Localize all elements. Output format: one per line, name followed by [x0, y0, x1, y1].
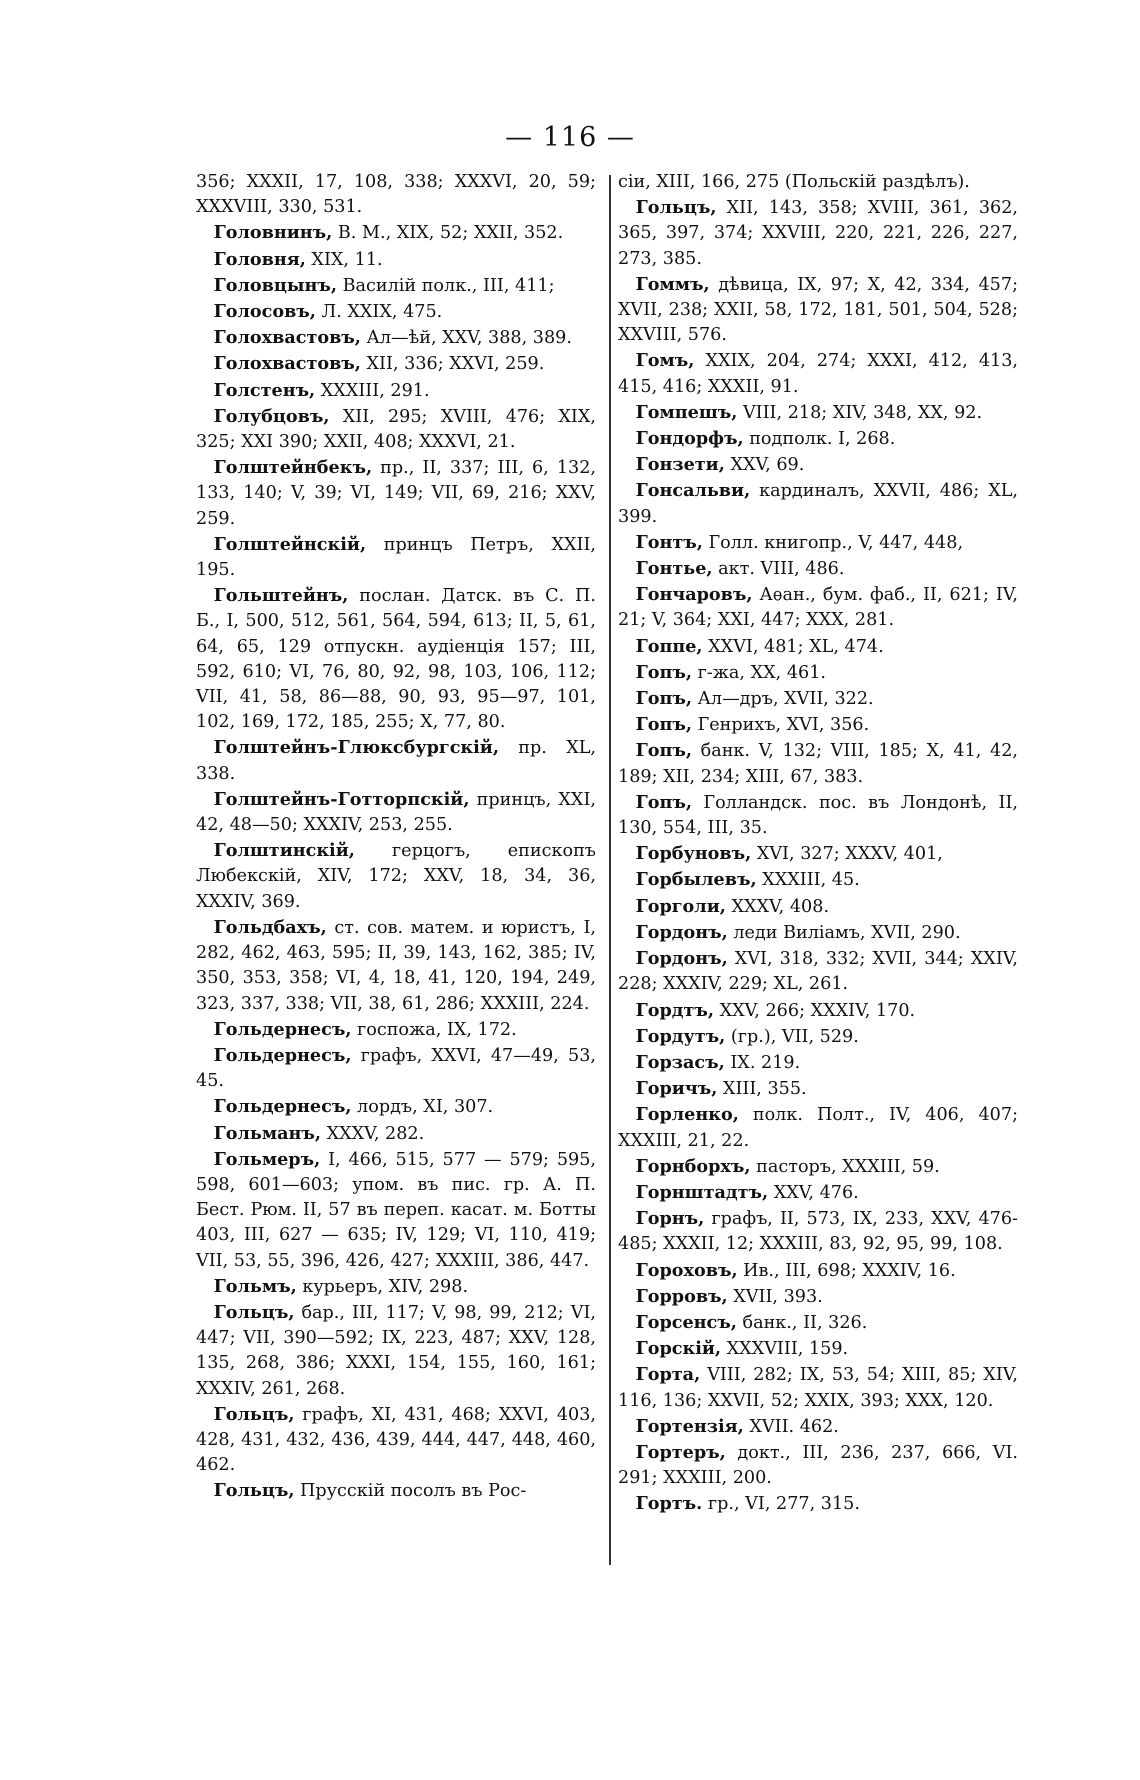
entry-heading: Гопъ, — [635, 714, 692, 736]
entry-references: бар., III, 117; V, 98, 99, 212; VI, 447; VII, 390—592; IX, 223, 487; XXV, 128, 135, 268, 386; XXXI, 154, 155, 160, 161; XXXIV, 261, 268. — [196, 1302, 596, 1399]
entry-references: XIX, 11. — [305, 249, 383, 270]
entry-heading: Гордутъ, — [635, 1025, 726, 1047]
entry-references: I, 466, 515, 577 — 579; 595, 598, 601—603; упом. въ пис. гр. А. П. Бест. Рюм. II, 57 въ переп. касат. м. Ботты 403, III, 627 — 635; IV, 129; VI, 110, 419; VII, 53, 55, 396, 426, 427; XXXIII, 386, 447. — [196, 1149, 596, 1271]
entry-references: Генрихъ, XVI, 356. — [691, 715, 870, 736]
entry-heading: Головня, — [213, 248, 306, 270]
entry-heading: Гольштейнъ, — [213, 585, 349, 607]
index-entry — [618, 920, 1018, 946]
entry-heading: Горголи, — [635, 895, 726, 917]
entry-heading: Гопъ, — [635, 688, 692, 710]
index-entry — [618, 1336, 1018, 1362]
entry-references: XXXVIII, 159. — [721, 1339, 849, 1360]
index-entry — [618, 1050, 1018, 1076]
entry-references: XVII. 462. — [743, 1416, 839, 1437]
entry-references: XXV, 266; XXXIV, 170. — [714, 1000, 916, 1021]
entry-heading: Гольцъ, — [213, 1480, 295, 1502]
index-entry — [618, 582, 1018, 633]
index-entry — [196, 351, 596, 377]
index-entry — [618, 1491, 1018, 1517]
index-entry — [618, 1440, 1018, 1491]
index-entry — [618, 1362, 1018, 1413]
entry-references: принцъ Петръ, XXII, 195. — [196, 534, 596, 581]
entry-heading: Гордонъ, — [635, 921, 728, 943]
index-entry — [196, 1147, 596, 1274]
index-entry — [196, 583, 596, 735]
index-entry — [618, 660, 1018, 686]
entry-references: XII, 295; XVIII, 476; XIX, 325; XXI 390; XXII, 408; XXXVI, 21. — [196, 406, 596, 453]
index-entry — [618, 1024, 1018, 1050]
index-entry — [618, 867, 1018, 893]
index-entry — [618, 1076, 1018, 1102]
entry-heading: Гороховъ, — [635, 1259, 738, 1281]
index-entry — [618, 530, 1018, 556]
index-entry — [618, 998, 1018, 1024]
index-entry — [196, 1094, 596, 1120]
index-entry — [196, 273, 596, 299]
index-entry — [196, 1043, 596, 1094]
index-column-right — [618, 170, 1018, 1518]
entry-references: банк. V, 132; VIII, 185; X, 41, 42, 189; XII, 234; XIII, 67, 383. — [618, 741, 1018, 787]
index-entry — [196, 787, 596, 838]
entry-heading: Гомъ, — [635, 350, 695, 372]
entry-heading: Гомпешъ, — [635, 401, 738, 423]
entry-heading: Голохвастовъ, — [213, 353, 361, 375]
entry-heading: Гонтъ, — [635, 531, 703, 553]
entry-heading: Горленко, — [635, 1104, 739, 1126]
entry-references: госпожа, IX, 172. — [351, 1019, 517, 1040]
index-entry — [196, 299, 596, 325]
entry-references: принцъ, XXI, 42, 48—50; XXXIV, 253, 255. — [196, 789, 596, 836]
index-entry — [618, 1180, 1018, 1206]
entry-heading: Гольцъ, — [635, 197, 717, 219]
index-entry — [618, 478, 1018, 529]
entry-heading: Горнъ, — [635, 1208, 705, 1230]
entry-references: XXXV, 282. — [321, 1123, 425, 1144]
index-entry — [196, 1121, 596, 1147]
index-entry — [618, 272, 1018, 349]
index-entry — [196, 455, 596, 532]
entry-heading: Голштейнскій, — [213, 533, 367, 555]
entry-heading: Гортъ. — [635, 1493, 703, 1515]
index-entry — [196, 404, 596, 455]
index-entry — [618, 452, 1018, 478]
index-entry — [618, 1102, 1018, 1153]
entry-references: XIII, 355. — [717, 1079, 807, 1100]
entry-heading: Горсенсъ, — [635, 1311, 737, 1333]
entry-references: Прусскій посолъ въ Рос- — [294, 1481, 527, 1502]
entry-heading: Гончаровъ, — [635, 584, 753, 606]
index-entry — [618, 634, 1018, 660]
entry-heading: Гольдернесъ, — [213, 1044, 352, 1066]
entry-heading: Гордтъ, — [635, 999, 715, 1021]
entry-references: XVI, 318, 332; XVII, 344; XXIV, 228; XXXIV, 229; XL, 261. — [618, 949, 1018, 995]
entry-references: лордъ, XI, 307. — [351, 1097, 494, 1118]
entry-heading: Горнштадтъ, — [635, 1181, 769, 1203]
entry-references: IX. 219. — [724, 1052, 801, 1073]
index-entry — [196, 1402, 596, 1479]
entry-references: акт. VIII, 486. — [712, 559, 845, 580]
entry-references: XII, 336; XXVI, 259. — [360, 354, 545, 375]
entry-references: графъ, XI, 431, 468; XXVI, 403, 428, 431, 432, 436, 439, 444, 447, 448, 460, 462. — [196, 1404, 596, 1476]
entry-references: (гр.), VII, 529. — [725, 1026, 859, 1047]
entry-references: сіи, XIII, 166, 275 (Польскій раздѣлъ). — [618, 172, 970, 192]
entry-heading: Гонзети, — [635, 454, 725, 476]
entry-references: докт., III, 236, 237, 666, VI. 291; XXXIII, 200. — [618, 1442, 1018, 1489]
entry-heading: Гортензія, — [635, 1415, 744, 1437]
index-entry — [618, 738, 1018, 789]
entry-heading: Горичъ, — [635, 1078, 718, 1100]
entry-references: подполк. I, 268. — [743, 429, 896, 450]
index-entry — [618, 1206, 1018, 1257]
entry-references: Голландск. пос. въ Лондонѣ, II, 130, 554, III, 35. — [618, 792, 1018, 839]
entry-heading: Голштейнъ-Готторпскій, — [213, 788, 470, 810]
entry-heading: Голосовъ, — [213, 301, 316, 323]
column-divider — [609, 175, 611, 1565]
entry-references: пр., II, 337; III, 6, 132, 133, 140; V, 39; VI, 149; VII, 69, 216; XXV, 259. — [196, 458, 596, 529]
entry-references: графъ, II, 573, IX, 233, XXV, 476-485; XXXII, 12; XXXIII, 83, 92, 95, 99, 108. — [618, 1209, 1018, 1255]
entry-references: Василій полк., III, 411; — [336, 275, 555, 296]
entry-heading: Гонсальви, — [635, 480, 751, 502]
entry-references: гр., VI, 277, 315. — [702, 1494, 860, 1515]
entry-references: XVI, 327; XXXV, 401, — [751, 844, 943, 865]
index-entry — [618, 1154, 1018, 1180]
entry-heading: Гордонъ, — [635, 948, 728, 970]
entry-references: Ал—ѣй, XXV, 388, 389. — [360, 328, 572, 349]
index-entry — [618, 841, 1018, 867]
entry-heading: Голштейнбекъ, — [213, 457, 373, 479]
entry-heading: Гольдернесъ, — [213, 1096, 352, 1118]
index-entry — [196, 378, 596, 404]
page-number: — 116 — — [505, 122, 635, 153]
entry-heading: Горровъ, — [635, 1285, 728, 1307]
index-entry — [618, 426, 1018, 452]
entry-references: XXVI, 481; XL, 474. — [702, 636, 884, 657]
index-entry — [618, 946, 1018, 997]
entry-references: XXXIII, 291. — [315, 380, 430, 401]
entry-references: дѣвица, IX, 97; X, 42, 334, 457; XVII, 238; XXII, 58, 172, 181, 501, 504, 528; XXVIII, 576. — [618, 274, 1018, 346]
index-entry — [618, 170, 1018, 195]
entry-references: ст. сов. матем. и юристъ, I, 282, 462, 463, 595; II, 39, 143, 162, 385; IV, 350, 353, 358; VI, 4, 18, 41, 120, 194, 249, 323, 337, 338; VII, 38, 61, 286; XXXIII, 224. — [196, 917, 596, 1014]
entry-heading: Гонтье, — [635, 558, 713, 580]
entry-heading: Гортеръ, — [635, 1441, 726, 1463]
index-entry — [618, 400, 1018, 426]
entry-heading: Голубцовъ, — [213, 405, 330, 427]
entry-heading: Гопъ, — [635, 661, 692, 683]
entry-heading: Гольдернесъ, — [213, 1018, 352, 1040]
entry-heading: Гоммъ, — [635, 273, 710, 295]
entry-references: VIII, 282; IX, 53, 54; XIII, 85; XIV, 116, 136; XXVII, 52; XXIX, 393; XXX, 120. — [618, 1365, 1018, 1411]
entry-references: XXV, 69. — [724, 455, 805, 476]
entry-references: XXIX, 204, 274; XXXI, 412, 413, 415, 416; XXXII, 91. — [618, 351, 1018, 397]
index-entry — [196, 1017, 596, 1043]
entry-heading: Голстенъ, — [213, 379, 316, 401]
entry-heading: Голохвастовъ, — [213, 327, 361, 349]
entry-heading: Голштинскій, — [213, 840, 355, 862]
index-entry — [618, 195, 1018, 272]
entry-references: г-жа, XX, 461. — [691, 662, 827, 683]
index-entry — [618, 790, 1018, 841]
index-entry — [618, 1284, 1018, 1310]
entry-references: леди Виліамъ, XVII, 290. — [727, 922, 961, 943]
entry-references: пасторъ, XXXIII, 59. — [750, 1156, 940, 1177]
index-entry — [196, 532, 596, 583]
index-entry — [196, 1274, 596, 1300]
entry-heading: Горбуновъ, — [635, 843, 752, 865]
entry-references: XII, 143, 358; XVIII, 361, 362, 365, 397, 374; XXVIII, 220, 221, 226, 227, 273, 385. — [618, 198, 1018, 269]
entry-heading: Головнинъ, — [213, 222, 333, 244]
index-entry — [618, 686, 1018, 712]
entry-references: XXV, 476. — [768, 1182, 859, 1203]
entry-references: XVII, 393. — [727, 1286, 823, 1307]
entry-heading: Гольманъ, — [213, 1122, 322, 1144]
index-entry — [618, 712, 1018, 738]
index-entry — [196, 220, 596, 246]
index-entry — [196, 838, 596, 915]
index-entry — [196, 915, 596, 1017]
entry-references: банк., II, 326. — [736, 1312, 868, 1333]
entry-references: герцогъ, епископъ Любекскій, XIV, 172; XXV, 18, 34, 36, XXXIV, 369. — [196, 841, 596, 912]
entry-references: XXXIII, 45. — [756, 870, 860, 891]
index-entry — [196, 247, 596, 273]
entry-references: Аѳан., бум. фаб., II, 621; IV, 21; V, 364; XXI, 447; XXX, 281. — [618, 585, 1018, 631]
index-entry — [618, 1258, 1018, 1284]
entry-heading: Горзасъ, — [635, 1051, 725, 1073]
entry-references: Ал—дръ, XVII, 322. — [691, 689, 874, 710]
entry-references: послан. Датск. въ С. П. Б., I, 500, 512, 561, 564, 594, 613; II, 5, 61, 64, 65, 129 отпускн. аудіенція 157; III, 592, 610; VI, 76, 80, 92, 98, 103, 106, 112; VII, 41, 58, 86—88, 90, 93, 95—97, 101, 102, 169, 172, 185, 255; X, 77, 80. — [196, 586, 596, 733]
entry-references: XXXV, 408. — [725, 896, 830, 917]
entry-heading: Гольцъ, — [213, 1301, 295, 1323]
index-entry — [618, 556, 1018, 582]
entry-heading: Гольмеръ, — [213, 1148, 321, 1170]
index-entry — [618, 1310, 1018, 1336]
index-entry — [196, 325, 596, 351]
index-entry — [196, 1300, 596, 1402]
entry-references: графъ, XXVI, 47—49, 53, 45. — [196, 1045, 596, 1092]
entry-heading: Гопъ, — [635, 791, 692, 813]
entry-references: VIII, 218; XIV, 348, XX, 92. — [737, 402, 983, 423]
entry-references: В. М., XIX, 52; XXII, 352. — [332, 223, 564, 244]
entry-heading: Гоппе, — [635, 635, 703, 657]
entry-heading: Головцынъ, — [213, 274, 337, 296]
index-entry — [618, 1414, 1018, 1440]
index-entry — [618, 348, 1018, 399]
entry-references: Голл. книгопр., V, 447, 448, — [702, 532, 964, 553]
entry-heading: Гольмъ, — [213, 1275, 297, 1297]
index-column-left — [196, 170, 596, 1505]
entry-references: Л. XXIX, 475. — [315, 302, 443, 323]
index-entry — [618, 894, 1018, 920]
entry-references: курьеръ, XIV, 298. — [296, 1276, 469, 1297]
entry-references: 356; XXXII, 17, 108, 338; XXXVI, 20, 59; XXXVIII, 330, 531. — [196, 172, 596, 218]
entry-heading: Гопъ, — [635, 740, 692, 762]
entry-references: Ив., III, 698; XXXIV, 16. — [737, 1260, 956, 1281]
index-entry — [196, 735, 596, 786]
entry-heading: Голштейнъ-Глюксбургскій, — [213, 737, 499, 759]
entry-heading: Гольцъ, — [213, 1403, 295, 1425]
index-entry — [196, 170, 596, 220]
entry-heading: Горскій, — [635, 1338, 722, 1360]
entry-heading: Гольдбахъ, — [213, 916, 327, 938]
entry-heading: Горнборхъ, — [635, 1155, 751, 1177]
entry-heading: Горта, — [635, 1364, 701, 1386]
entry-heading: Горбылевъ, — [635, 869, 757, 891]
index-entry — [196, 1478, 596, 1504]
entry-references: кардиналъ, XXVII, 486; XL, 399. — [618, 481, 1018, 527]
entry-heading: Гондорфъ, — [635, 428, 744, 450]
entry-references: полк. Полт., IV, 406, 407; XXXIII, 21, 22. — [618, 1105, 1018, 1151]
entry-references: пр. XL, 338. — [196, 738, 596, 784]
